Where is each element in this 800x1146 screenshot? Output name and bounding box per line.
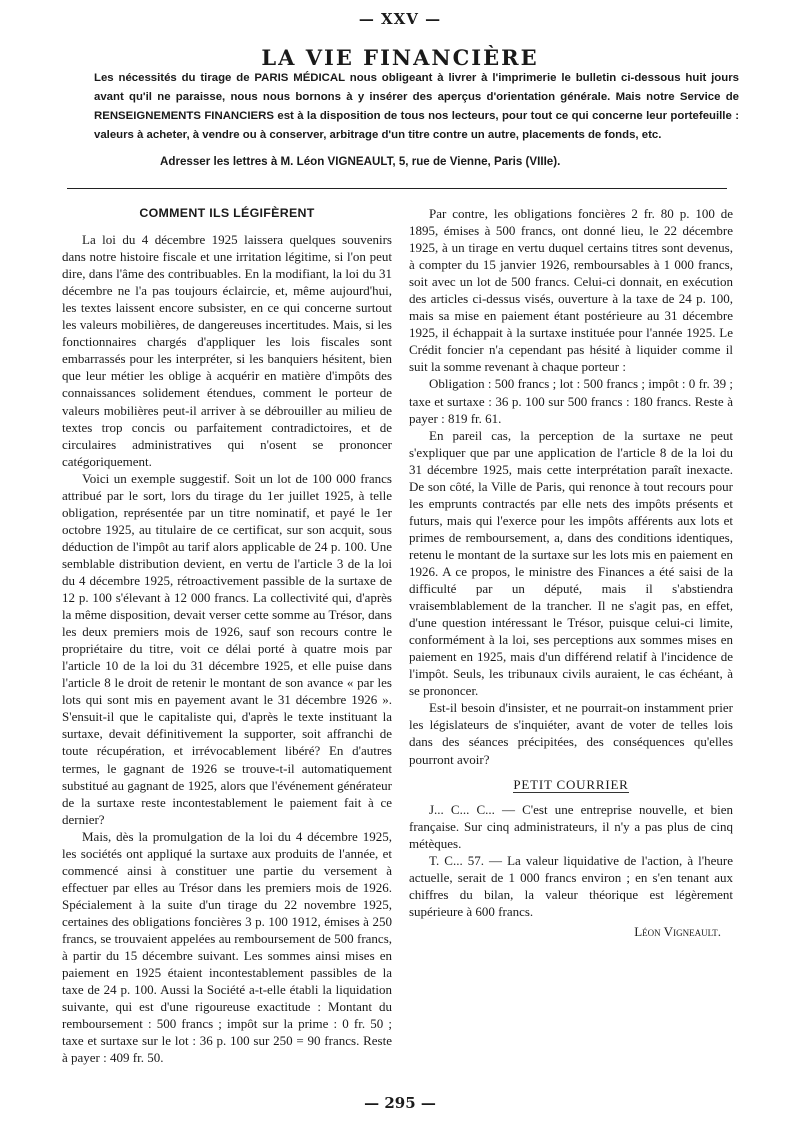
column-right [409,205,733,940]
courrier-heading-text: PETIT COURRIER [513,776,629,792]
signature: Léon Vigneault. [634,923,721,939]
article-paragraph: En pareil cas, la perception de la surtaxe ne peut s'expliquer que par une application de l'article 8 de la loi du 31 décembre 1925, mais cette interprétation paraît inexacte. De son côté, la Ville de Paris, qui renonce à tout recours pour les emprunts contractés par elle nets des impôts présents et futurs, mais qui l'exerce pour les impôts afférents aux lots et primes de remboursement, a, dans des conditions identiques, retenu le montant de la surtaxe sur les lots mis en paiement en 1926. A ce propos, le ministre des Finances a été saisi de la difficulté par un député, mais il s'abstiendra vraisemblablement de la trancher. Il ne s'agit pas, en effet, d'une question intéressant le Trésor, puisque celui-ci limite, conformément à la loi, ses perceptions aux sommes mises en paiement en 1925, mais d'un différend relatif à l'incidence de l'impôt. Seuls, les tribunaux civils auraient, le cas échéant, à se prononcer. [409,427,733,699]
courrier-heading [409,776,733,793]
intro-notice: Les nécessités du tirage de PARIS MÉDICAL nous obligeant à livrer à l'imprimerie le bulletin ci-dessous huit jours avant qu'il ne paraisse, nous nous bornons à y insérer des aperçus d'orientation générale. Mais notre Service de RENSEIGNEMENTS FINANCIERS est à la disposition de tous nos lecteurs, pour tout ce qui concerne leur portefeuille : valeurs à acheter, à vendre ou à conserver, arbitrage d'un titre contre un autre, placements de fonds, etc. [94,72,739,141]
page-number: — 295 — [364,1094,436,1112]
contact-address: Adresser les lettres à M. Léon VIGNEAULT, 5, rue de Vienne, Paris (VIIIe). [160,155,561,168]
header-divider [67,188,727,189]
article-paragraph: Par contre, les obligations foncières 2 fr. 80 p. 100 de 1895, émises à 500 francs, ont donné lieu, le 22 décembre 1925, à un tirage en vertu duquel certains titres sont devenus, à compter du 15 janvier 1926, remboursables à 1 000 francs, soit avec un lot de 500 francs. Celui-ci donnait, en exécution des articles ci-dessus visés, ouverture à la taxe de 24 p. 100, mais sa mise en paiement étant postérieure au 31 décembre 1925, il échappait à la surtaxe instituée pour l'année 1925. Le Crédit foncier n'a cependant pas hésité à liquider comme il suit la somme revenant à chaque porteur : [409,206,733,375]
article-paragraph: Obligation : 500 francs ; lot : 500 francs ; impôt : 0 fr. 39 ; taxe et surtaxe : 36 p. 100 sur 500 francs : 180 francs. Reste à payer : 819 fr. 61. [409,376,733,426]
courrier-item: T. C... 57. — La valeur liquidative de l'action, à l'heure actuelle, serait de 1 000 francs environ ; en s'en tenant aux chiffres du bilan, la valeur théorique est légèrement supérieure à 600 francs. [409,852,733,919]
page-title: LA VIE FINANCIÈRE [261,45,539,70]
article-paragraph: Mais, dès la promulgation de la loi du 4 décembre 1925, les sociétés ont appliqué la surtaxe aux produits de l'année, et commencé ainsi à constituer une partie du versement à effectuer par elles au Trésor dans les premiers mois de 1926. Spécialement à la suite d'un tirage du 22 novembre 1925, certaines des obligations foncières 3 p. 100 1912, émises à 250 francs, se trouvaient appelées au remboursement de 500 francs, à partir du 15 décembre suivant. Les sommes ainsi mises en paiement en 1925 étaient incontestablement passibles de la taxe de 24 p. 100. Aussi la Société a-t-elle établi la liquidation suivante, qui est d'une rigoureuse exactitude : Montant du remboursement : 500 francs ; impôt sur la prime : 0 fr. 50 ; taxe et surtaxe sur le lot : 36 p. 100 sur 250 = 90 francs. Reste à payer : 409 fr. 50. [62,828,392,1066]
article-paragraph: Est-il besoin d'insister, et ne pourrait-on instamment prier les législateurs de s'inquiéter, avant de voter de telles lois dans des séances précipitées, des conséquences qu'elles pourront avoir? [409,700,733,767]
courrier-item: J... C... C... — C'est une entreprise nouvelle, et bien française. Sur cinq administrateurs, il n'y a pas plus de cinq métèques. [409,801,733,851]
article-paragraph: Voici un exemple suggestif. Soit un lot de 100 000 francs attribué par le sort, lors du tirage du 1er juillet 1925, à telle obligation, représentée par un titre nominatif, et payé le 1er octobre 1925, au titulaire de ce certificat, sur son acquit, sous déduction de l'impôt au tarif alors applicable de 24 p. 100. Une semblable distribution devient, en vertu de l'article 3 de la loi du 4 décembre 1925, rétroactivement passible de la surtaxe de 12 p. 100 s'élevant à 12 000 francs. La collectivité qui, d'après la même disposition, devait verser cette somme au Trésor, dans les deux premiers mois de 1926, sauf son recours contre le propriétaire du titre, voit ce délai porté à quatre mois par l'article 10 de la loi du 31 décembre 1925, et elle puise dans l'article 8 le droit de retenir le montant de son avance « par les lots qui sont mis en payement avant le 31 décembre 1926 ». S'ensuit-il que le capitaliste qui, d'après le texte instituant la surtaxe, devait définitivement la supporter, soit affranchi de toute récupération, et irrévocablement libéré? En d'autres termes, le gagnant de 1926 se trouve-t-il automatiquement substitué au gagnant de 1925, alors que l'événement générateur de la surtaxe reste incontestablement le paiement fait à ce dernier? [62,470,392,827]
folio-number: — XXV — [358,10,442,28]
article-heading: COMMENT ILS LÉGIFÈRENT [139,206,315,220]
article-paragraph: La loi du 4 décembre 1925 laissera quelques souvenirs dans notre histoire fiscale et une irritation légitime, si l'on peut dire, dans l'âme des contribuables. En la modifiant, la loi du 31 décembre ne l'a pas toujours éclaircie, et, même aujourd'hui, les textes laissent encore subsister, en ce qui concerne surtout les valeurs mobilières, de dangereuses incertitudes. Mais, si les fonctionnaires chargés d'appliquer les lois fiscales sont embarrassés pour les interpréter, si les banquiers hésitent, bien que leur métier les oblige à acquérir en matière d'impôts des connaissances solidement étendues, comment le porteur de valeurs mobilières peut-il arriver à se débrouiller au milieu de textes trop concis ou parfaitement contradictoires, et de circulaires administratives qui n'osent se prononcer catégoriquement. [62,232,392,469]
column-left [62,205,392,1066]
